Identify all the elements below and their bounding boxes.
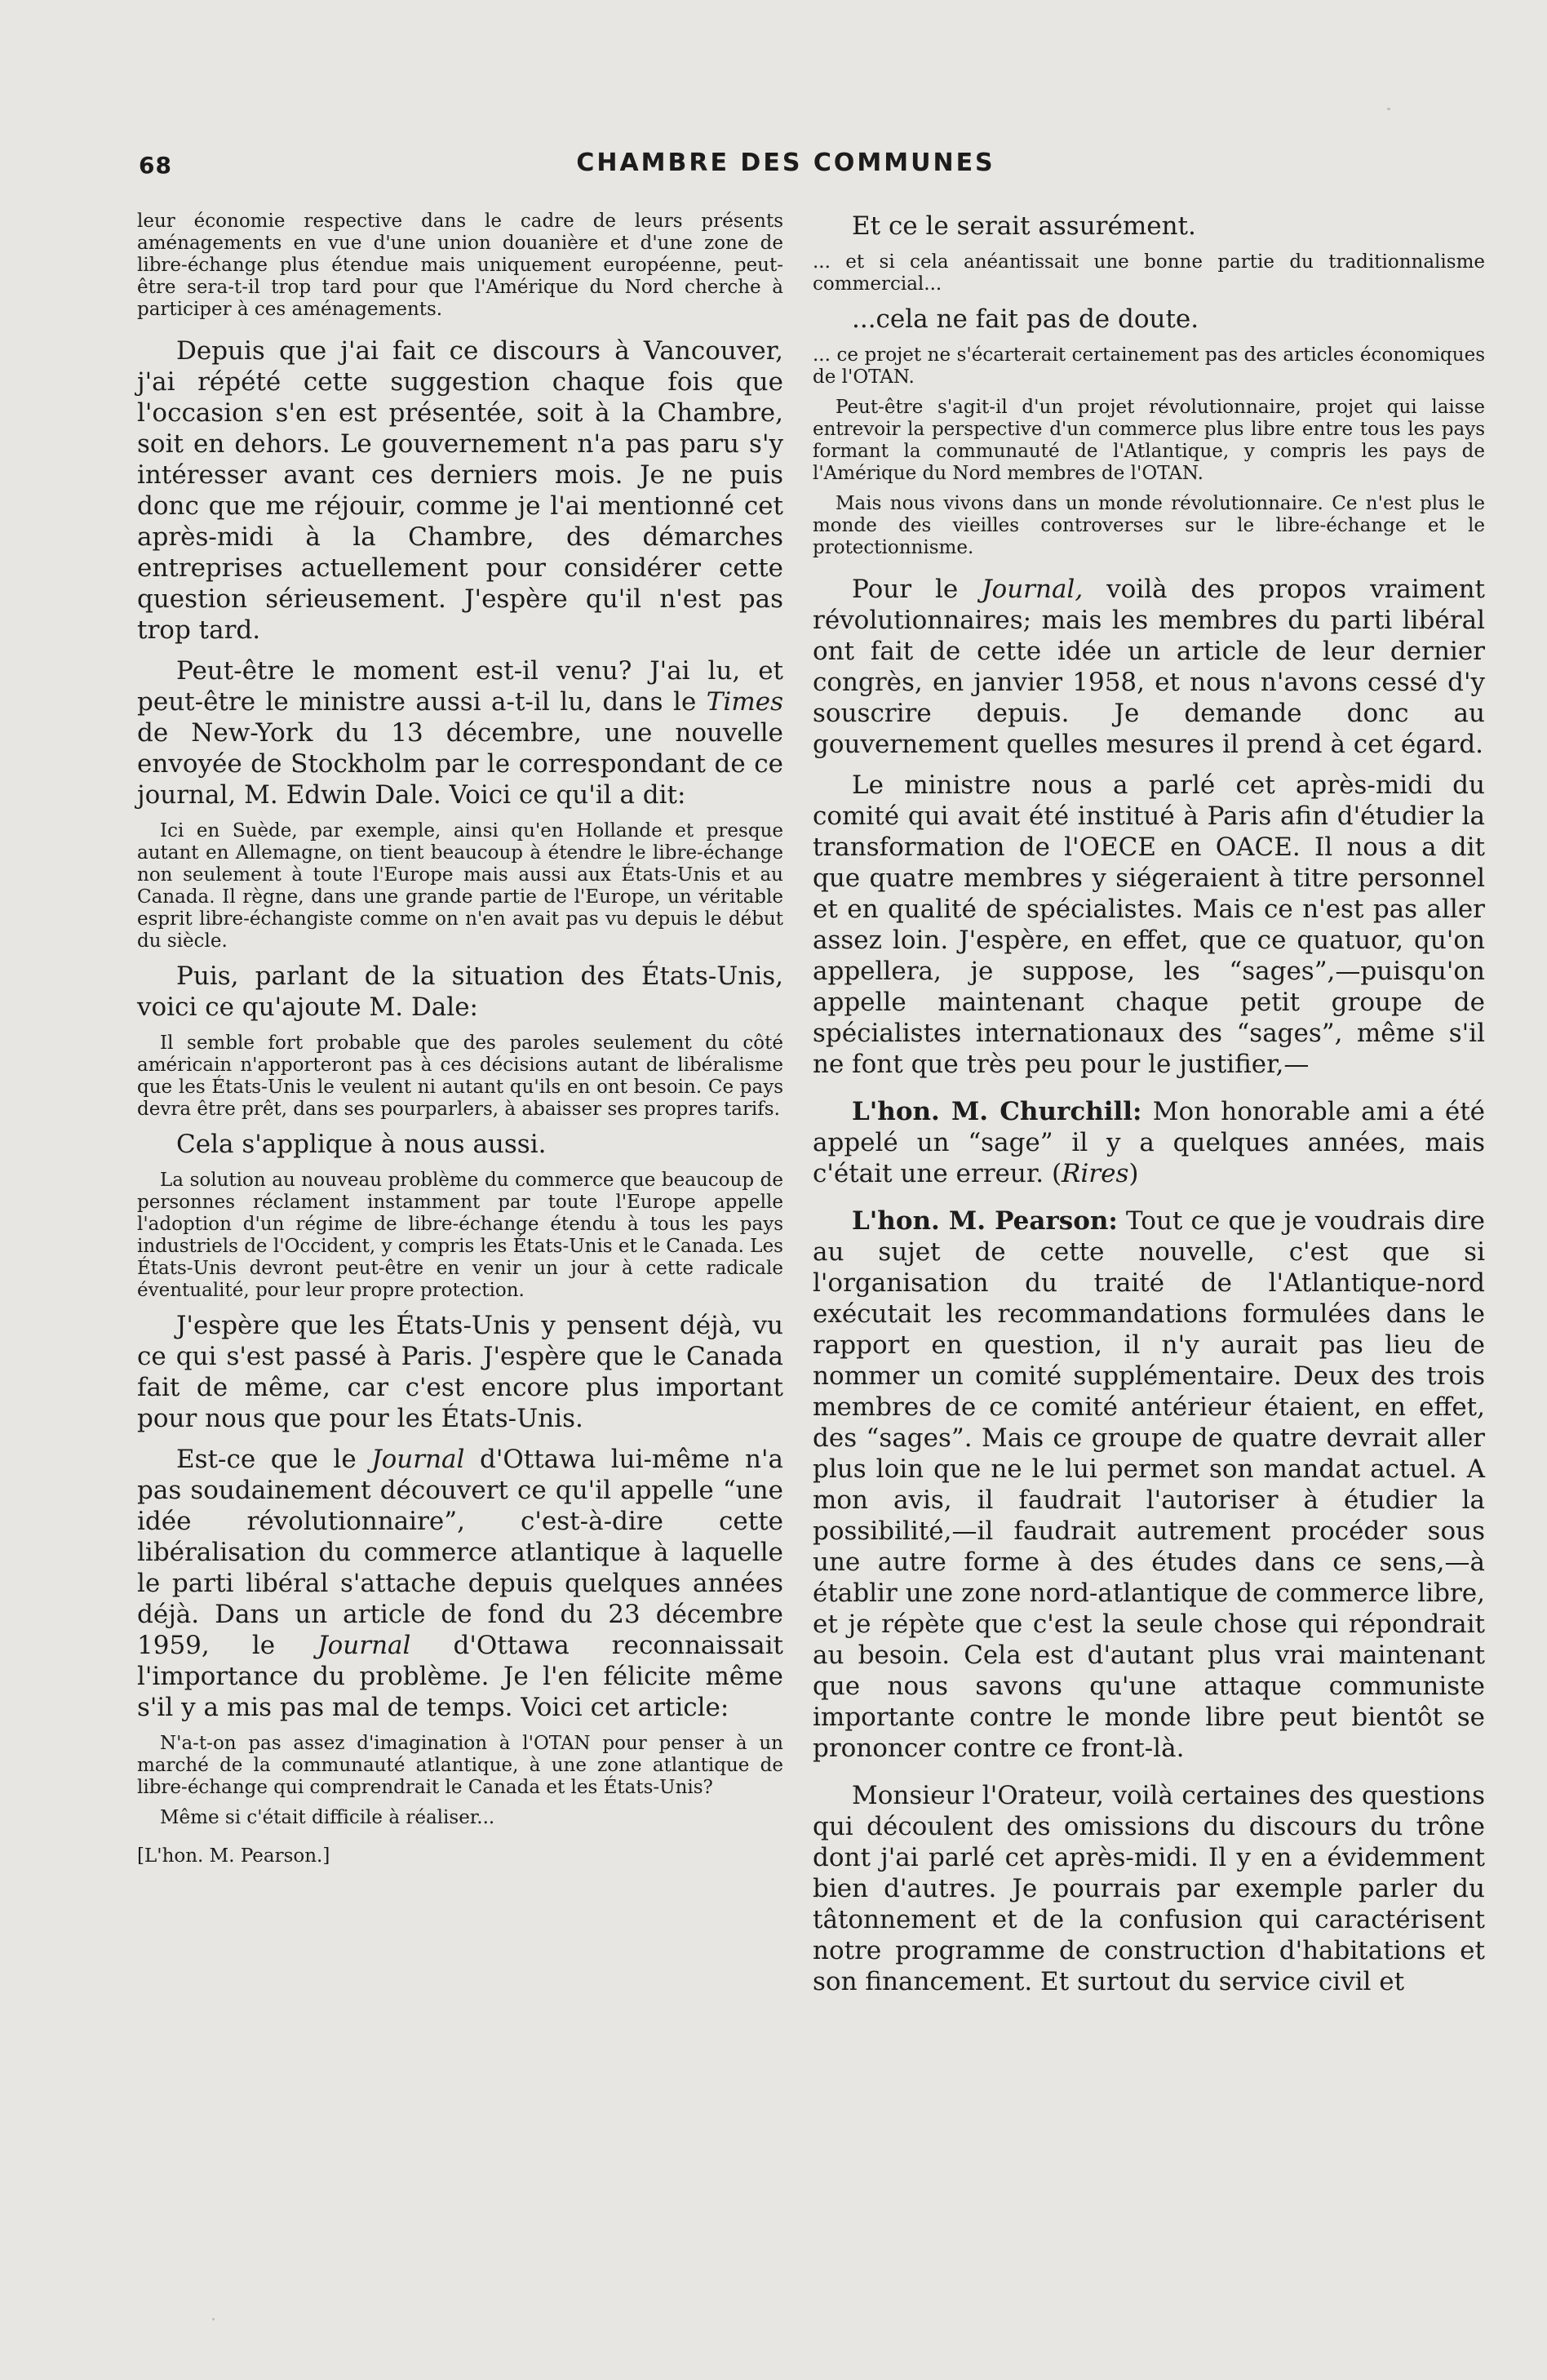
quote-paragraph: Ici en Suède, par exemple, ainsi qu'en Hollande et presque autant en Allemagne, on tient beaucoup à étendre le libre-échange non seulement à toute l'Europe mais aussi aux États-Unis et au Canada. Il règne, dans une grande partie de l'Europe, un véritable esprit libre-échangiste comme on n'en avait pas vu depuis le début du siècle. <box>137 820 783 952</box>
text-run: d'Ottawa lui-même n'a pas soudainement découvert ce qu'il appelle “une idée révolutionnaire”, c'est-à-dire cette libéralisation du commerce atlantique à laquelle le parti libéral s'attache depuis quelques années déjà. Dans un article de fond du 23 décembre 1959, le <box>137 1445 784 1660</box>
text-run: voilà des propos vraiment révolutionnaires; mais les membres du parti libéral ont fait de cette idée un article de leur dernier congrès, en janvier 1958, et nous n'avons cessé d'y souscrire depuis. Je demande donc au gouvernement quelles mesures il prend à cet égard. <box>813 575 1485 759</box>
body-paragraph: Depuis que j'ai fait ce discours à Vancouver, j'ai répété cette suggestion chaque fois que l'occasion s'en est présentée, soit à la Chambre, soit en dehors. Le gouvernement n'a pas paru s'y intéresser avant ces derniers mois. Je ne puis donc que me réjouir, comme je l'ai mentionné cet après-midi à la Chambre, des démarches entreprises actuellement pour considérer cette question sérieusement. J'espère qu'il n'est pas trop tard. <box>137 336 783 645</box>
body-paragraph: ...cela ne fait pas de doute. <box>852 304 1199 334</box>
quote-paragraph: Même si c'était difficile à réaliser... <box>160 1807 495 1828</box>
text-run: d'Ottawa reconnaissait l'importance du problème. Je l'en félicite même s'il y a mis pas mal de temps. Voici cet article: <box>137 1631 783 1722</box>
text-run: Mon honorable ami a été appelé un “sage” il y a quelques années, mais c'était une erreur. ( <box>813 1097 1486 1188</box>
body-paragraph: Puis, parlant de la situation des États-Unis, voici ce qu'ajoute M. Dale: <box>137 961 783 1022</box>
left-column <box>137 211 783 1868</box>
page-header <box>139 145 1433 186</box>
right-column <box>813 211 1485 2007</box>
body-paragraph: Le ministre nous a parlé cet après-midi du comité qui avait été institué à Paris afin d'étudier la transformation de l'OECE en OACE. Il nous a dit que quatre membres y siégeraient à titre personnel et en qualité de spécialistes. Mais ce n'est pas aller assez loin. J'espère, en effet, que ce quatuor, qu'on appellera, je suppose, les “sages”,—puisqu'on appelle maintenant chaque petit groupe de spécialistes internationaux des “sages”, même s'il ne font que très peu pour le justifier,— <box>813 770 1485 1079</box>
newspaper-title: Journal, <box>982 575 1084 604</box>
newspaper-title: Journal <box>371 1445 465 1474</box>
speech-paragraph <box>813 1206 1485 1764</box>
text-run: Tout ce que je voudrais dire au sujet de cette nouvelle, c'est que si l'organisation du traité de l'Atlantique-nord exécutait les recommandations formulées dans le rapport en question, il n'y aurait pas lieu de nommer un comité supplémentaire. Deux des trois membres de ce comité antérieur étaient, en effet, des “sages”. Mais ce groupe de quatre devrait aller plus loin que ne le lui permet son mandat actuel. A mon avis, il faudrait l'autoriser à étudier la possibilité,—il faudrait autrement procéder sous une autre forme à des études dans ce sens,—à établir une zone nord-atlantique de commerce libre, et je répète que c'est la seule chose qui répondrait au besoin. Cela est d'autant plus vrai maintenant que nous savons qu'une attaque communiste importante contre le monde libre peut bientôt se prononcer contre ce front-là. <box>813 1206 1485 1763</box>
quote-paragraph: Mais nous vivons dans un monde révolutionnaire. Ce n'est plus le monde des vieilles controverses sur le libre-échange et le protectionnisme. <box>813 493 1485 558</box>
body-paragraph: Monsieur l'Orateur, voilà certaines des questions qui découlent des omissions du discours du trône dont j'ai parlé cet après-midi. Il y en a évidemment bien d'autres. Je pourrais par exemple parler du tâtonnement et de la confusion qui caractérisent notre programme de construction d'habitations et son financement. Et surtout du service civil et <box>813 1781 1485 1996</box>
text-run: Est-ce que le <box>176 1445 372 1474</box>
paper-speck <box>1387 108 1390 110</box>
quote-paragraph: N'a-t-on pas assez d'imagination à l'OTAN pour penser à un marché de la communauté atlantique, à une zone atlantique de libre-échange qui comprendrait le Canada et les États-Unis? <box>137 1733 783 1798</box>
newspaper-title: Times <box>706 687 783 717</box>
body-paragraph <box>137 655 783 810</box>
quote-paragraph: La solution au nouveau problème du commerce que beaucoup de personnes réclament instamment par toute l'Europe appelle l'adoption d'un régime de libre-échange étendu à tous les pays industriels de l'Occident, y compris les États-Unis et le Canada. Les États-Unis devront peut-être en venir un jour à cette radicale éventualité, pour leur propre protection. <box>137 1170 783 1301</box>
page-number: 68 <box>139 152 172 179</box>
text-run: de New-York du 13 décembre, une nouvelle envoyée de Stockholm par le correspondant de ce journal, M. Edwin Dale. Voici ce qu'il a dit: <box>137 718 783 810</box>
body-paragraph: J'espère que les États-Unis y pensent déjà, vu ce qui s'est passé à Paris. J'espère que le Canada fait de même, car c'est encore plus important pour nous que pour les États-Unis. <box>137 1311 783 1433</box>
body-paragraph: Cela s'applique à nous aussi. <box>176 1130 547 1159</box>
quote-paragraph: ... et si cela anéantissait une bonne partie du traditionnalisme commercial... <box>813 251 1485 295</box>
speaker-reference: [L'hon. M. Pearson.] <box>137 1845 330 1867</box>
body-paragraph <box>137 1444 783 1723</box>
body-paragraph: Et ce le serait assurément. <box>852 211 1196 241</box>
speaker-name: L'hon. M. Churchill: <box>852 1097 1142 1126</box>
running-title: CHAMBRE DES COMMUNES <box>576 149 995 177</box>
newspaper-title: Journal <box>317 1631 411 1660</box>
stage-direction: Rires <box>1062 1159 1129 1188</box>
text-run: Pour le <box>852 575 982 604</box>
quote-paragraph: Peut-être s'agit-il d'un projet révolutionnaire, projet qui laisse entrevoir la perspective d'un commerce plus libre entre tous les pays formant la communauté de l'Atlantique, y compris les pays de l'Amérique du Nord membres de l'OTAN. <box>813 397 1485 484</box>
speech-paragraph <box>813 1096 1485 1189</box>
speaker-name: L'hon. M. Pearson: <box>852 1206 1118 1236</box>
body-paragraph <box>813 574 1485 760</box>
quote-paragraph: ... ce projet ne s'écarterait certainement pas des articles économiques de l'OTAN. <box>813 344 1485 388</box>
quote-paragraph: Il semble fort probable que des paroles seulement du côté américain n'apporteront pas à ces décisions autant de libéralisme que les États-Unis le veulent ni autant qu'ils en ont besoin. Ce pays devra être prêt, dans ses pourparlers, à abaisser ses propres tarifs. <box>137 1032 783 1120</box>
text-run: Peut-être le moment est-il venu? J'ai lu, et peut-être le ministre aussi a-t-il lu, dans le <box>137 656 783 717</box>
text-run: ) <box>1128 1159 1139 1188</box>
paper-speck <box>212 2318 215 2320</box>
quote-paragraph: leur économie respective dans le cadre de leurs présents aménagements en vue d'une union douanière et d'une zone de libre-échange plus étendue mais uniquement européenne, peut-être sera-t-il trop tard pour que l'Amérique du Nord cherche à participer à ces aménagements. <box>137 211 783 320</box>
